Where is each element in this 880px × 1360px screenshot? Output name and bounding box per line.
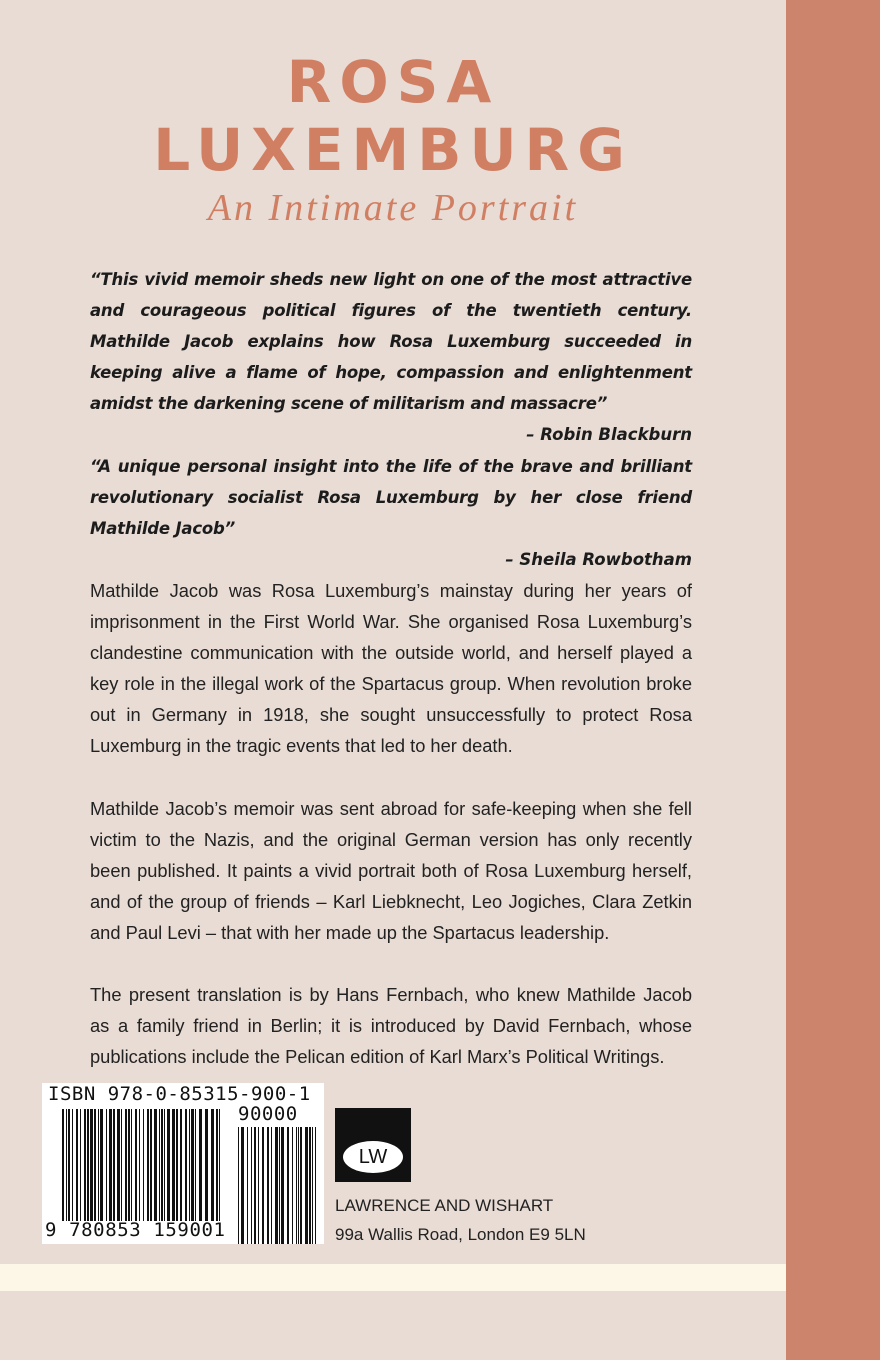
review-quote (90, 451, 692, 575)
barcode-bar (113, 1109, 115, 1221)
barcode-bar (309, 1127, 311, 1244)
barcode-bar (199, 1109, 202, 1221)
barcode-bar (159, 1109, 160, 1221)
price-code: 90000 (238, 1103, 298, 1125)
barcode-bar (312, 1127, 313, 1244)
barcode-bar (247, 1127, 248, 1244)
barcode-bar (292, 1127, 293, 1244)
isbn-text: ISBN 978-0-85315-900-1 (48, 1083, 311, 1105)
logo-oval (343, 1141, 403, 1173)
barcode-bar (66, 1109, 67, 1221)
ean-digits: 9 780853 159001 (45, 1219, 226, 1241)
barcode-bar (176, 1109, 178, 1221)
description-paragraph: Mathilde Jacob’s memoir was sent abroad for safe-keeping when she fell victim to the Nazis, and the original German version has only recently been published. It paints a vivid portrait both of Rosa Luxemburg herself, and of the group of friends – Karl Liebknecht, Leo Jogiches, Clara Zetkin and Paul Levi – that with her made up the Spartacus leadership. (90, 798, 692, 943)
description-paragraph: The present translation is by Hans Fernbach, who knew Mathilde Jacob as a family friend in Berlin; it is introduced by David Fernbach, whose publications include the Pelican edition of Karl Marx’s Political Writings. (90, 984, 692, 1067)
barcode-bar (167, 1109, 170, 1221)
description-paragraph: Mathilde Jacob was Rosa Luxemburg’s mainstay during her years of imprisonment in the First World War. She organised Rosa Luxemburg’s clandestine communication with the outside world, and herself played a key role in the illegal work of the Spartacus group. When revolution broke out in Germany in 1918, she sought unsuccessfully to protect Rosa Luxemburg in the tragic events that led to her death. (90, 580, 692, 756)
title-block (0, 48, 786, 230)
barcode-bar (305, 1127, 308, 1244)
barcode-bar (80, 1109, 81, 1221)
barcode (42, 1083, 324, 1244)
barcode-bar (251, 1127, 252, 1244)
barcode-bar (62, 1109, 64, 1221)
barcode-bar (262, 1127, 264, 1244)
spine-stripe (786, 0, 880, 1360)
quote-text: “A unique personal insight into the life of the brave and brilliant revolutionary socialist Rosa Luxemburg by her close friend Mathilde Jacob” (90, 457, 692, 538)
barcode-bar (90, 1109, 93, 1221)
barcode-bar (238, 1127, 239, 1244)
barcode-bar (98, 1109, 99, 1221)
publisher-address: 99a Wallis Road, London E9 5LN (335, 1225, 586, 1244)
barcode-bar (109, 1109, 112, 1221)
barcode-bar (219, 1109, 220, 1221)
barcode-bar (143, 1109, 144, 1221)
barcode-bar (121, 1109, 122, 1221)
barcode-bar (300, 1127, 302, 1244)
quote-text: “This vivid memoir sheds new light on one of the most attractive and courageous political figures of the twentieth century. Mathilde Jacob explains how Rosa Luxemburg succeeded in keeping alive a flame of hope, compassion and enlightenment amidst the darkening scene of militarism and massacre” (90, 270, 692, 413)
barcode-bar (76, 1109, 78, 1221)
publisher-logo (335, 1108, 411, 1182)
barcode-bar (87, 1109, 89, 1221)
bottom-band (0, 1264, 786, 1291)
publisher-name: LAWRENCE AND WISHART (335, 1196, 554, 1215)
barcode-bar (315, 1127, 316, 1244)
barcode-bar (281, 1127, 284, 1244)
barcode-bar (241, 1127, 244, 1244)
barcode-bar (267, 1127, 269, 1244)
barcode-bar (128, 1109, 130, 1221)
barcode-bar (205, 1109, 208, 1221)
barcode-bar (279, 1127, 280, 1244)
barcode-bar (150, 1109, 152, 1221)
barcode-bar (254, 1127, 256, 1244)
barcode-bar (164, 1109, 165, 1221)
barcode-bar (106, 1109, 107, 1221)
barcode-bar (147, 1109, 149, 1221)
barcode-bar (195, 1109, 196, 1221)
barcode-bar (117, 1109, 120, 1221)
barcode-bar (216, 1109, 218, 1221)
quote-author: – Robin Blackburn (526, 425, 692, 444)
barcode-bar (271, 1127, 272, 1244)
barcode-bar (100, 1109, 103, 1221)
book-title-line-2: LUXEMBURG (153, 116, 633, 184)
barcode-bar (139, 1109, 140, 1221)
barcode-bar (161, 1109, 163, 1221)
barcode-bar (191, 1109, 194, 1221)
barcode-bar (135, 1109, 137, 1221)
quote-author: – Sheila Rowbotham (505, 550, 692, 569)
barcode-bar (68, 1109, 70, 1221)
barcode-bar (296, 1127, 297, 1244)
barcode-bar (298, 1127, 299, 1244)
barcode-bar (84, 1109, 86, 1221)
barcode-bar (154, 1109, 157, 1221)
barcode-bar (258, 1127, 259, 1244)
barcode-bar (180, 1109, 182, 1221)
barcode-bar (172, 1109, 175, 1221)
book-title-line-1: ROSA (286, 48, 500, 116)
review-quote (90, 264, 692, 450)
barcode-bar (131, 1109, 132, 1221)
barcode-bar (275, 1127, 278, 1244)
barcode-bar (94, 1109, 96, 1221)
barcode-bar (287, 1127, 289, 1244)
book-subtitle: An Intimate Portrait (207, 187, 579, 229)
barcode-bar (185, 1109, 187, 1221)
barcode-bar (125, 1109, 127, 1221)
barcode-bar (72, 1109, 73, 1221)
barcode-bar (211, 1109, 214, 1221)
logo-text: LW (358, 1145, 388, 1168)
barcode-bar (189, 1109, 190, 1221)
